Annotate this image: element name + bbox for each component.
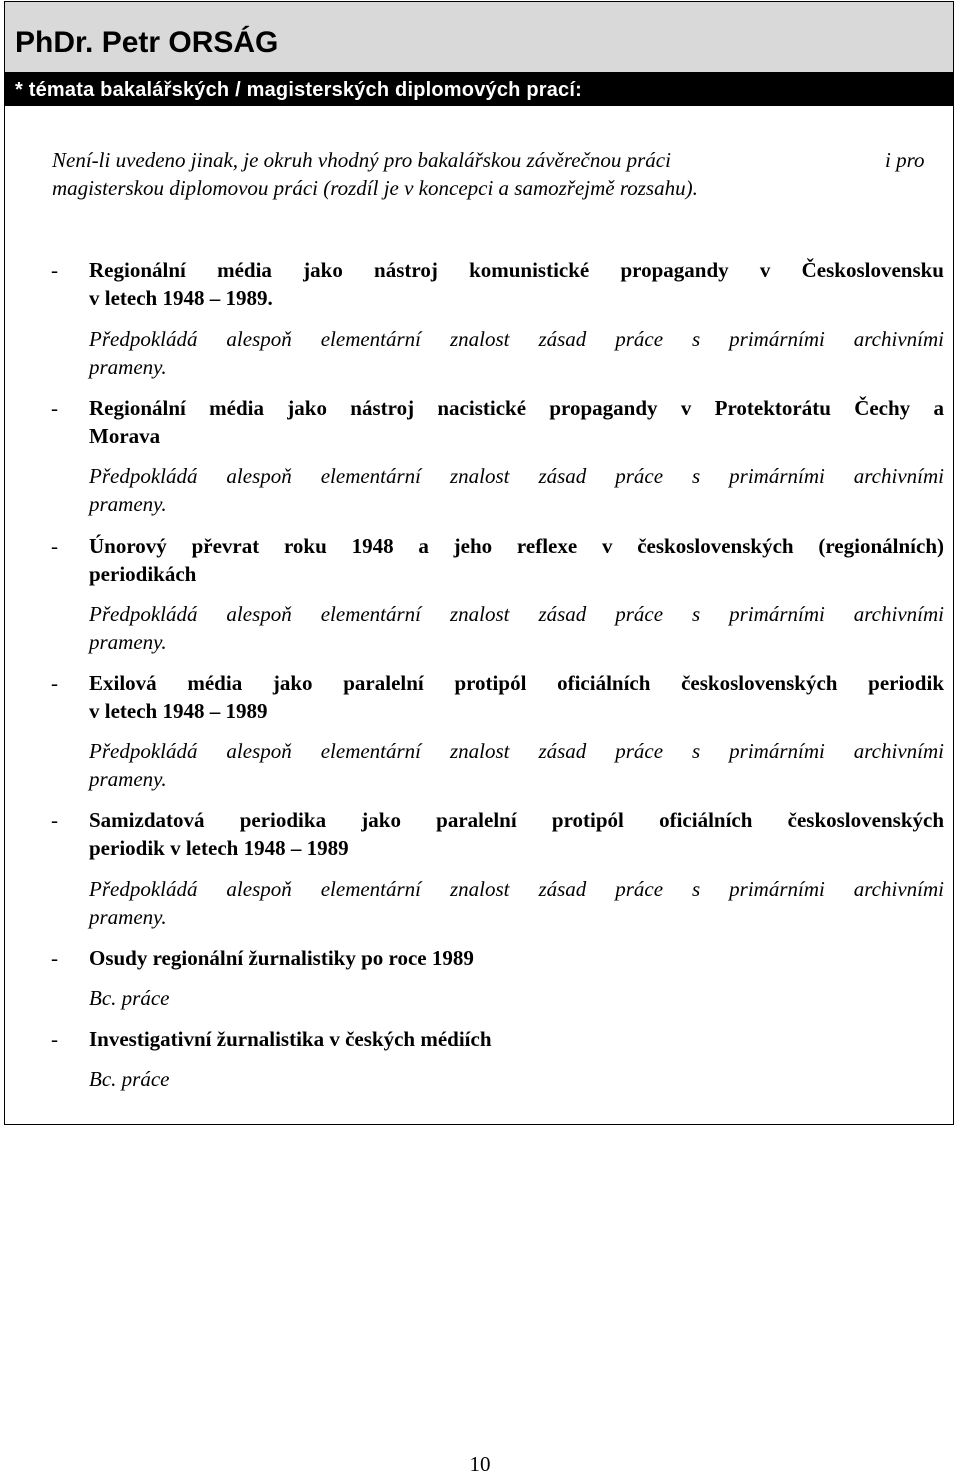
page-number: 10 xyxy=(469,1452,491,1476)
topic-dash: - xyxy=(51,946,58,970)
topic-dash: - xyxy=(51,396,58,420)
topic-dash: - xyxy=(51,808,58,832)
topic-1-note-line-1: Předpokládá alespoň elementární znalost zásad práce s primárními archivními xyxy=(89,327,944,351)
topic-4-note-line-2: prameny. xyxy=(89,767,167,791)
topic-2-note-line-2: prameny. xyxy=(89,492,167,516)
topic-7-note: Bc. práce xyxy=(89,1067,170,1091)
topic-1-title-line-1: Regionální média jako nástroj komunistické propagandy v Československu xyxy=(89,258,944,282)
topic-6-title: Osudy regionální žurnalistiky po roce 1989 xyxy=(89,946,474,970)
topic-2-note-line-1: Předpokládá alespoň elementární znalost zásad práce s primárními archivními xyxy=(89,464,944,488)
topic-dash: - xyxy=(51,534,58,558)
section-header xyxy=(5,72,953,106)
topic-2-title-line-2: Morava xyxy=(89,424,161,448)
topic-7-title: Investigativní žurnalistika v českých médiích xyxy=(89,1027,492,1051)
topic-3-note-line-2: prameny. xyxy=(89,630,167,654)
topic-5-title-line-2: periodik v letech 1948 – 1989 xyxy=(89,836,349,860)
topic-4-title-line-2: v letech 1948 – 1989 xyxy=(89,699,268,723)
intro-line-1-end: i pro xyxy=(885,148,925,172)
topic-dash: - xyxy=(51,671,58,695)
section-title: * témata bakalářských / magisterských diplomových prací: xyxy=(15,79,583,101)
author-header xyxy=(5,2,953,72)
topic-3-title-line-1: Únorový převrat roku 1948 a jeho reflexe v československých (regionálních) xyxy=(89,534,944,558)
topic-4-note-line-1: Předpokládá alespoň elementární znalost zásad práce s primárními archivními xyxy=(89,739,944,763)
topic-5-title-line-1: Samizdatová periodika jako paralelní protipól oficiálních československých xyxy=(89,808,944,832)
topic-6-note: Bc. práce xyxy=(89,986,170,1010)
topic-dash: - xyxy=(51,1027,58,1051)
intro-line-1: Není-li uvedeno jinak, je okruh vhodný pro bakalářskou závěrečnou práci xyxy=(52,148,671,172)
topic-4-title-line-1: Exilová média jako paralelní protipól oficiálních československých periodik xyxy=(89,671,944,695)
topic-1-note-line-2: prameny. xyxy=(89,355,167,379)
topic-5-note-line-1: Předpokládá alespoň elementární znalost zásad práce s primárními archivními xyxy=(89,877,944,901)
topic-dash: - xyxy=(51,258,58,282)
topic-2-title-line-1: Regionální média jako nástroj nacistické propagandy v Protektorátu Čechy a xyxy=(89,396,944,420)
intro-line-2: magisterskou diplomovou práci (rozdíl je v koncepci a samozřejmě rozsahu). xyxy=(52,176,698,200)
topic-3-title-line-2: periodikách xyxy=(89,562,197,586)
author-name: PhDr. Petr ORSÁG xyxy=(15,26,279,59)
topic-5-note-line-2: prameny. xyxy=(89,905,167,929)
topic-3-note-line-1: Předpokládá alespoň elementární znalost zásad práce s primárními archivními xyxy=(89,602,944,626)
topic-1-title-line-2: v letech 1948 – 1989. xyxy=(89,286,273,310)
